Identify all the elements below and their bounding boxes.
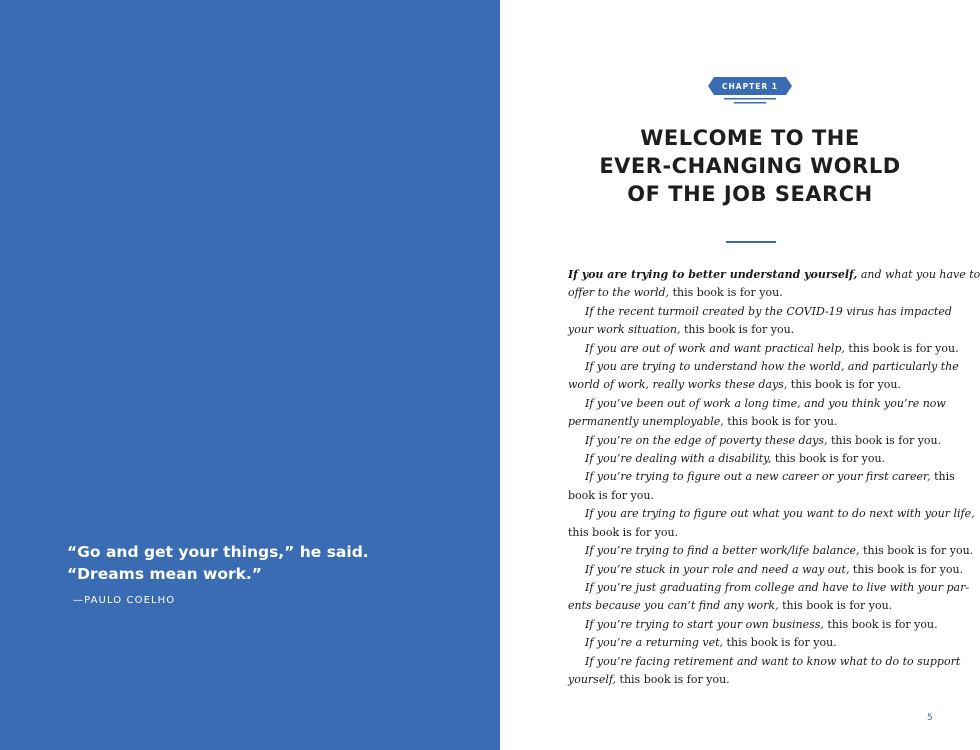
body-line-italic: If you’ve been out of work a long time, and you think you’re now: [585, 396, 946, 410]
body-line: [568, 321, 933, 339]
body-line-italic: yourself,: [568, 672, 617, 686]
body-line-rest: this book is for you.: [723, 415, 838, 429]
body-line-rest: this book is for you.: [669, 286, 783, 300]
body-line: [568, 395, 946, 413]
body-line: [568, 579, 970, 597]
body-line-italic: If you’re trying to find a better work/life balance,: [585, 544, 860, 558]
body-line: [568, 284, 933, 302]
body-line-italic: If you’re facing retirement and want to know what to do to support: [585, 654, 961, 668]
body-line-rest: this: [930, 470, 955, 484]
title-divider: [726, 241, 776, 243]
body-line-italic: If you are out of work and want practical help,: [585, 341, 845, 355]
body-line-rest: this book is for you.: [616, 672, 730, 686]
body-line-rest: this book is for you.: [787, 378, 901, 392]
body-line-italic: world of work, really works these days,: [568, 378, 788, 392]
body-line: [568, 671, 933, 689]
body-line-italic: If you’re stuck in your role and need a way out,: [585, 562, 850, 576]
body-line: [568, 358, 959, 376]
right-page: [500, 0, 980, 750]
body-line-rest: this book is for you.: [859, 544, 974, 558]
body-line: [568, 413, 933, 431]
body-line-italic: your work situation,: [568, 323, 681, 337]
body-line: [568, 616, 938, 634]
body-line-rest: this book is for you.: [827, 433, 942, 447]
body-line-rest: this book is for you.: [568, 525, 679, 539]
body-line-italic: ents because you can’t find any work,: [568, 599, 779, 613]
body-line-italic: If you’re on the edge of poverty these days,: [585, 433, 828, 447]
body-line: [568, 505, 975, 523]
body-line-italic: If you’re a returning vet,: [585, 636, 724, 650]
body-line-rest: this book is for you.: [723, 636, 837, 650]
body-line: [568, 634, 933, 652]
body-line-lead: If you are trying to better understand yourself,: [568, 268, 858, 281]
body-line-italic: If you’re dealing with a disability,: [585, 452, 772, 466]
body-line-italic: offer to the world,: [568, 286, 670, 300]
body-line: [568, 524, 933, 542]
body-line: [568, 468, 955, 486]
body-line: [568, 597, 933, 615]
body-line: [568, 450, 933, 468]
body-line-rest: this book is for you.: [823, 617, 938, 631]
title-line: EVER-CHANGING WORLD: [599, 154, 901, 178]
chapter-title: [560, 124, 940, 208]
body-line-italic: If you’re trying to start your own business,: [585, 617, 824, 631]
body-line-italic: If you’re trying to figure out a new career or your first career,: [585, 470, 931, 484]
body-line-rest: book is for you.: [568, 488, 654, 502]
body-text: [568, 266, 980, 689]
quote-attribution: —PAULO COELHO: [73, 595, 176, 606]
body-line: [568, 432, 942, 450]
body-line-italic: If you’re just graduating from college and have to live with your par-: [585, 580, 970, 594]
body-line: [568, 542, 974, 560]
body-line-italic: and what you have to: [857, 268, 980, 281]
quote-line-2: “Dreams mean work.”: [67, 565, 262, 583]
title-line: OF THE JOB SEARCH: [627, 182, 873, 206]
page-number: 5: [927, 713, 933, 723]
body-line-italic: If the recent turmoil created by the COVID-19 virus has impacted: [585, 304, 952, 318]
body-line: [568, 266, 980, 284]
body-line-italic: If you are trying to figure out what you want to do next with your life,: [585, 507, 975, 521]
body-line: [568, 376, 933, 394]
body-line: [568, 653, 961, 671]
body-line: [568, 303, 952, 321]
body-line-rest: this book is for you.: [778, 599, 893, 613]
body-line: [568, 340, 959, 358]
epigraph-quote: [67, 541, 467, 585]
title-line: WELCOME TO THE: [640, 126, 860, 150]
body-line-rest: this book is for you.: [771, 452, 886, 466]
body-line-rest: this book is for you.: [844, 341, 959, 355]
body-line-italic: permanently unemployable,: [568, 415, 724, 429]
body-line-italic: If you are trying to understand how the world, and particularly the: [585, 360, 959, 374]
quote-line-1: “Go and get your things,” he said.: [67, 543, 369, 561]
body-line: [568, 487, 933, 505]
body-line-rest: this book is for you.: [680, 323, 795, 337]
body-line: [568, 561, 964, 579]
chapter-label: CHAPTER 1: [722, 82, 778, 91]
body-line-rest: this book is for you.: [849, 562, 964, 576]
